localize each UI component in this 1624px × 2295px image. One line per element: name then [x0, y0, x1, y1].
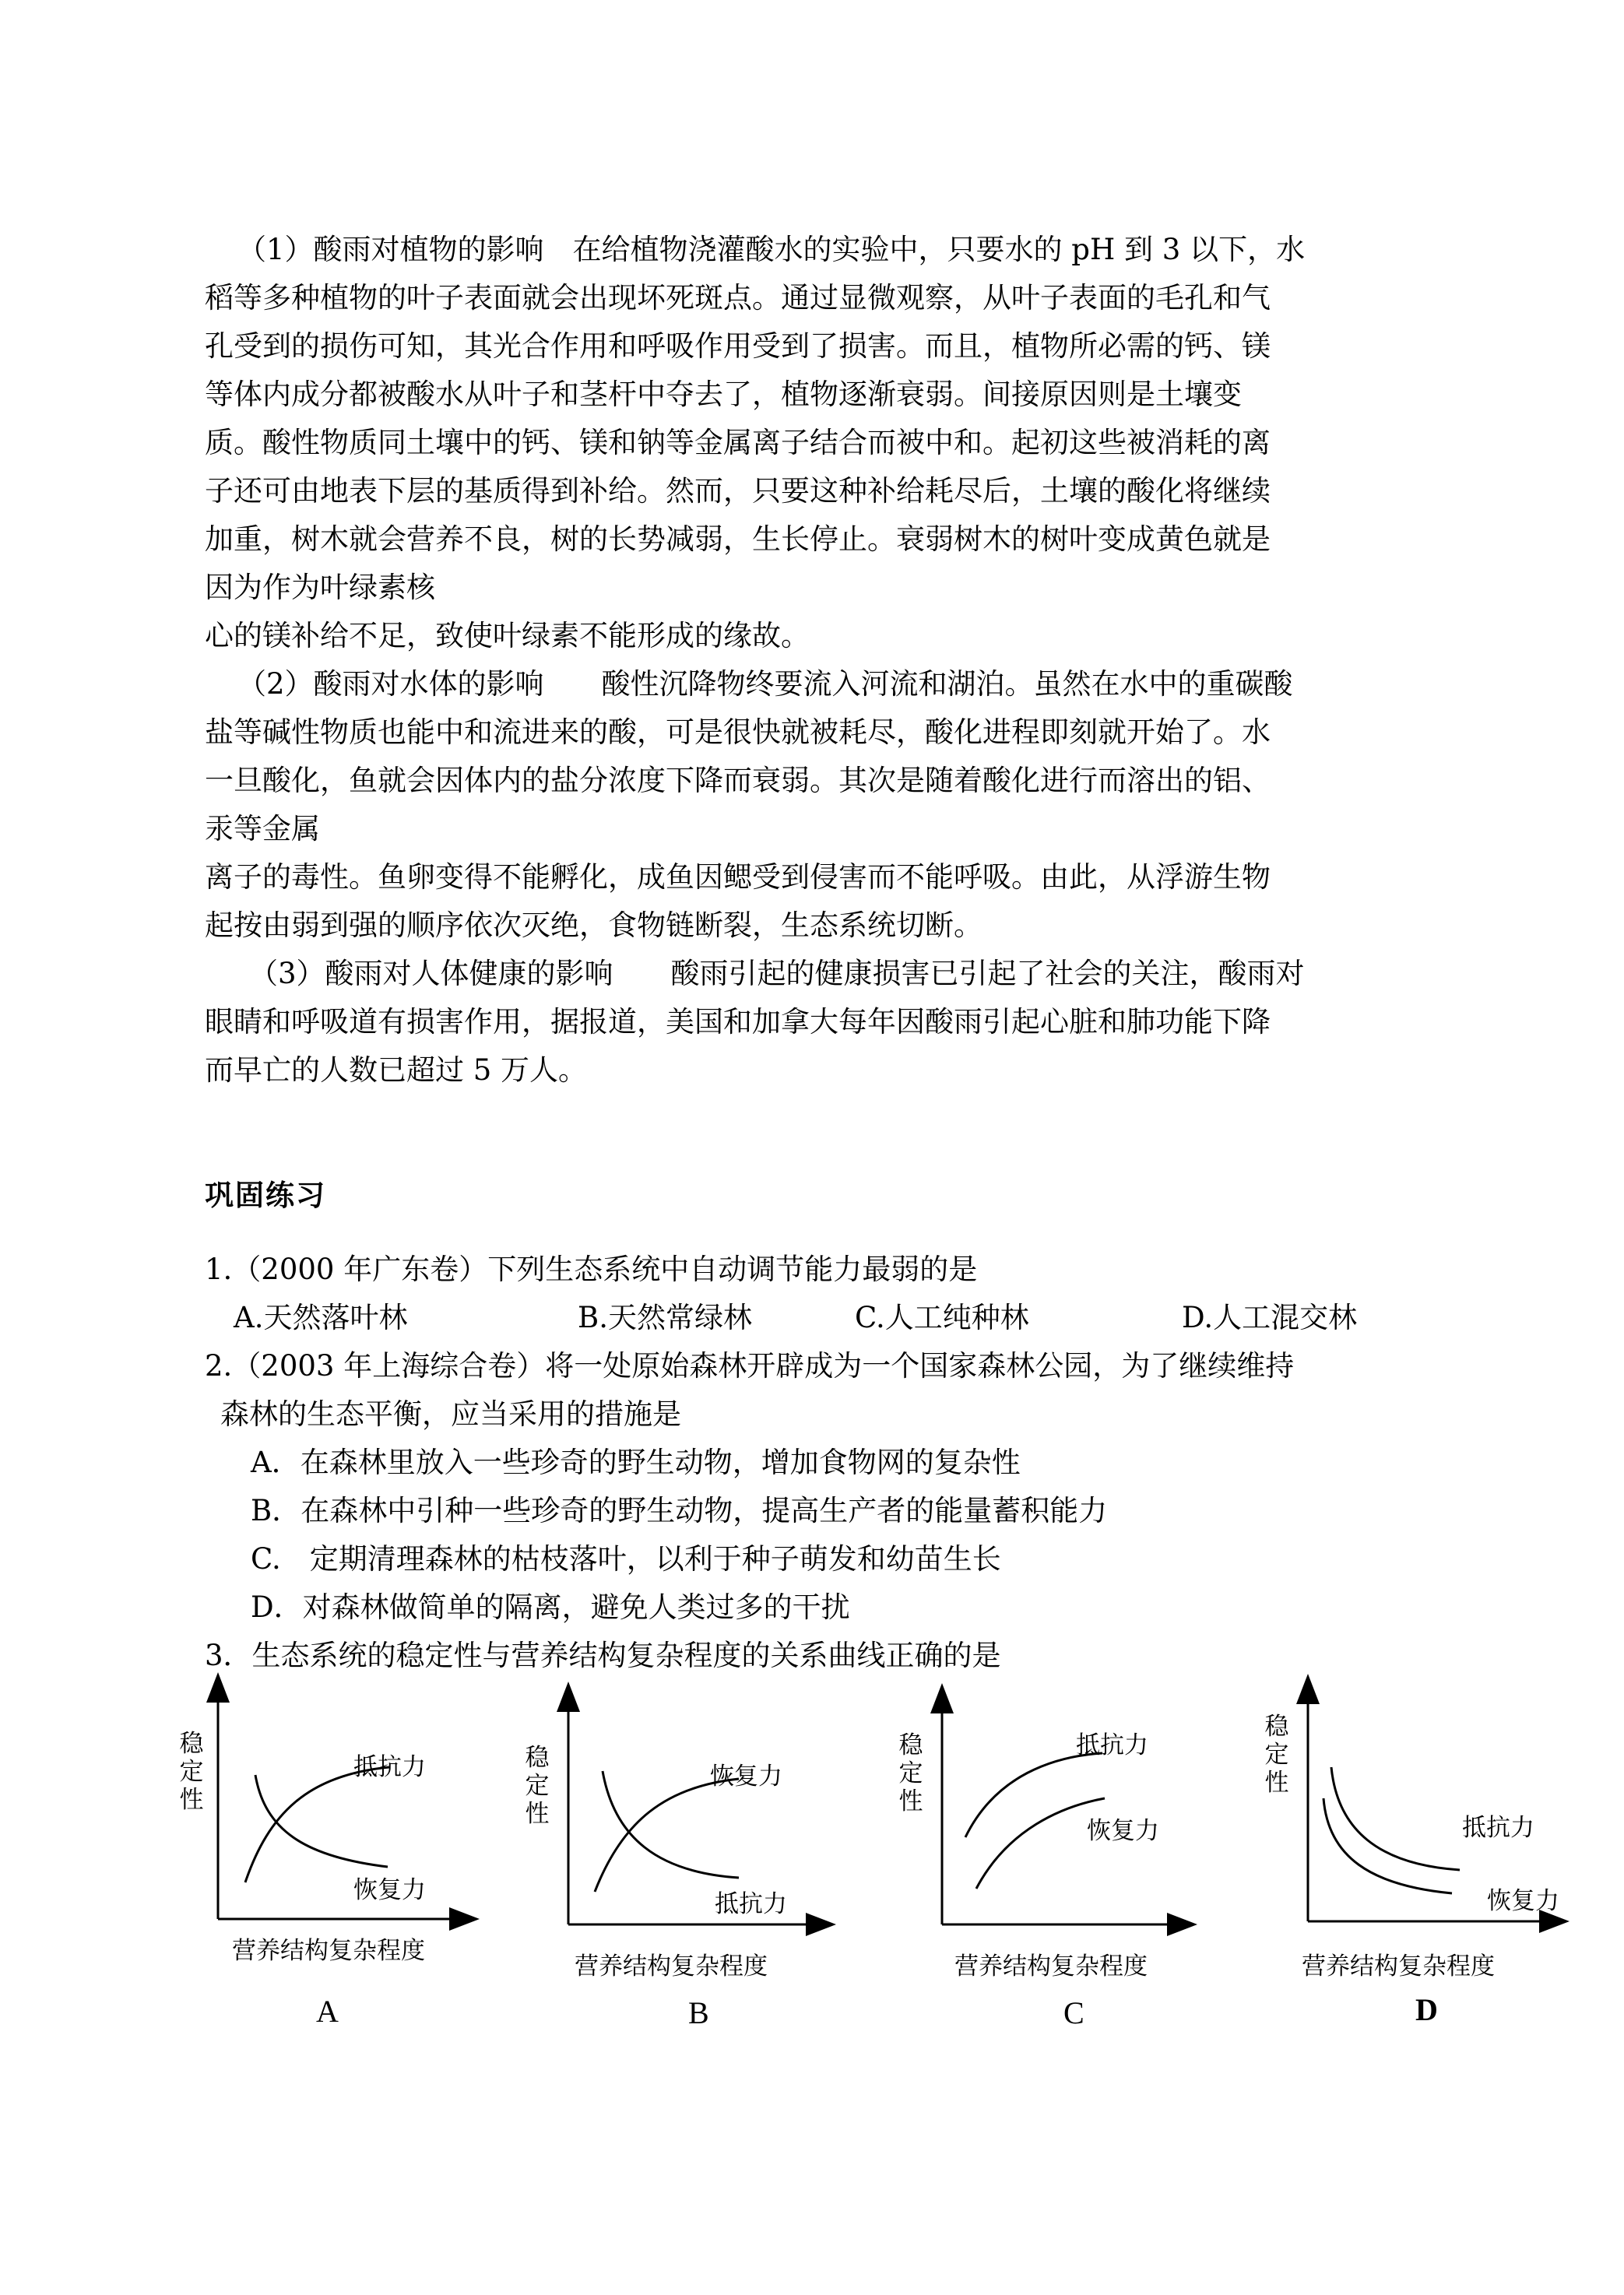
graph-d-xlabel: 营养结构复杂程度	[1302, 1952, 1495, 1980]
graph-b-label-resilience: 恢复力	[710, 1763, 782, 1791]
paragraph-line: 稻等多种植物的叶子表面就会出现坏死斑点。通过显微观察，从叶子表面的毛孔和气	[205, 281, 1271, 315]
graph-d-label-resistance: 抵抗力	[1462, 1814, 1534, 1842]
q2-option-d: D．对森林做简单的隔离，避免人类过多的干扰	[251, 1590, 850, 1624]
section-heading: 巩固练习	[205, 1178, 326, 1212]
paragraph-line: 等体内成分都被酸水从叶子和茎杆中夺去了，植物逐渐衰弱。间接原因则是土壤变	[205, 378, 1242, 411]
graph-c-label-resistance: 抵抗力	[1076, 1731, 1148, 1759]
paragraph-line: 加重，树木就会营养不良，树的长势减弱，生长停止。衰弱树木的树叶变成黄色就是	[205, 522, 1271, 556]
graph-a	[171, 1682, 537, 2040]
paragraph-line: 起按由弱到强的顺序依次灭绝，食物链断裂，生态系统切断。	[205, 909, 982, 942]
resilience-curve	[255, 1775, 388, 1867]
question-2-stem-cont: 森林的生态平衡，应当采用的措施是	[220, 1397, 681, 1431]
resistance-curve	[245, 1767, 389, 1882]
graph-b-ylabel: 稳定性	[525, 1744, 550, 1828]
graph-b-xlabel: 营养结构复杂程度	[575, 1952, 768, 1980]
paragraph-line: （1）酸雨对植物的影响 在给植物浇灌酸水的实验中，只要水的 pH 到 3 以下，水	[237, 233, 1306, 266]
graph-c	[898, 1682, 1272, 2040]
q2-option-c: C. 定期清理森林的枯枝落叶，以利于种子萌发和幼苗生长	[251, 1542, 1001, 1576]
paragraph-line: 盐等碱性物质也能中和流进来的酸，可是很快就被耗尽，酸化进程即刻就开始了。水	[205, 715, 1271, 749]
paragraph-line: 心的镁补给不足，致使叶绿素不能形成的缘故。	[205, 619, 810, 652]
graph-a-ylabel: 稳定性	[179, 1730, 204, 1814]
graph-d-ylabel: 稳定性	[1264, 1713, 1289, 1797]
paragraph-line: （2）酸雨对水体的影响 酸性沉降物终要流入河流和湖泊。虽然在水中的重碳酸	[237, 667, 1293, 701]
graph-a-label-resilience: 恢复力	[353, 1876, 426, 1904]
graph-c-xlabel: 营养结构复杂程度	[954, 1952, 1148, 1980]
graph-c-label-resilience: 恢复力	[1087, 1817, 1159, 1845]
graph-a-letter: A	[316, 1994, 339, 2029]
q2-option-a: A．在森林里放入一些珍奇的野生动物，增加食物网的复杂性	[251, 1446, 1021, 1479]
graph-d-label-resilience: 恢复力	[1487, 1887, 1559, 1915]
paragraph-line: 眼睛和呼吸道有损害作用，据报道，美国和加拿大每年因酸雨引起心脏和肺功能下降	[205, 1005, 1271, 1039]
paragraph-line: 因为作为叶绿素核	[205, 571, 435, 604]
paragraph-line: 孔受到的损伤可知，其光合作用和呼吸作用受到了损害。而且，植物所必需的钙、镁	[205, 329, 1271, 363]
graph-b-plot	[533, 1682, 898, 2040]
paragraph-line: 而早亡的人数已超过 5 万人。	[205, 1053, 588, 1087]
q1-option-a: A.天然落叶林	[234, 1301, 408, 1334]
question-3-stem: 3．生态系统的稳定性与营养结构复杂程度的关系曲线正确的是	[205, 1639, 1001, 1672]
graph-a-label-resistance: 抵抗力	[353, 1753, 426, 1781]
resilience-curve	[976, 1798, 1105, 1889]
q1-option-c: C.人工纯种林	[855, 1301, 1029, 1334]
paragraph-line: （3）酸雨对人体健康的影响 酸雨引起的健康损害已引起了社会的关注，酸雨对	[249, 957, 1305, 990]
graph-b-label-resistance: 抵抗力	[715, 1890, 787, 1918]
question-2-stem: 2.（2003 年上海综合卷）将一处原始森林开辟成为一个国家森林公园，为了继续维持	[205, 1349, 1295, 1383]
graph-c-letter: C	[1063, 1995, 1084, 2030]
paragraph-line: 子还可由地表下层的基质得到补给。然而，只要这种补给耗尽后，土壤的酸化将继续	[205, 474, 1271, 508]
resilience-curve	[1323, 1798, 1452, 1893]
question-1-stem: 1.（2000 年广东卷）下列生态系统中自动调节能力最弱的是	[205, 1253, 978, 1286]
graph-b-letter: B	[688, 1995, 709, 2030]
paragraph-line: 汞等金属	[205, 812, 320, 845]
q2-option-b: B．在森林中引种一些珍奇的野生动物，提高生产者的能量蓄积能力	[251, 1494, 1108, 1527]
q1-option-d: D.人工混交林	[1182, 1301, 1358, 1334]
resistance-curve	[1331, 1767, 1460, 1870]
graph-d	[1264, 1682, 1624, 2040]
graph-a-xlabel: 营养结构复杂程度	[232, 1937, 425, 1965]
graph-a-plot	[171, 1682, 537, 2040]
paragraph-line: 质。酸性物质同土壤中的钙、镁和钠等金属离子结合而被中和。起初这些被消耗的离	[205, 426, 1271, 459]
graph-d-letter: D	[1415, 1992, 1438, 2027]
paragraph-line: 一旦酸化，鱼就会因体内的盐分浓度下降而衰弱。其次是随着酸化进行而溶出的铝、	[205, 764, 1271, 797]
graph-c-ylabel: 稳定性	[898, 1731, 923, 1815]
graph-b	[525, 1682, 898, 2040]
graph-d-plot	[1277, 1682, 1624, 2040]
q1-option-b: B.天然常绿林	[578, 1301, 752, 1334]
paragraph-line: 离子的毒性。鱼卵变得不能孵化，成鱼因鳃受到侵害而不能呼吸。由此，从浮游生物	[205, 860, 1271, 894]
